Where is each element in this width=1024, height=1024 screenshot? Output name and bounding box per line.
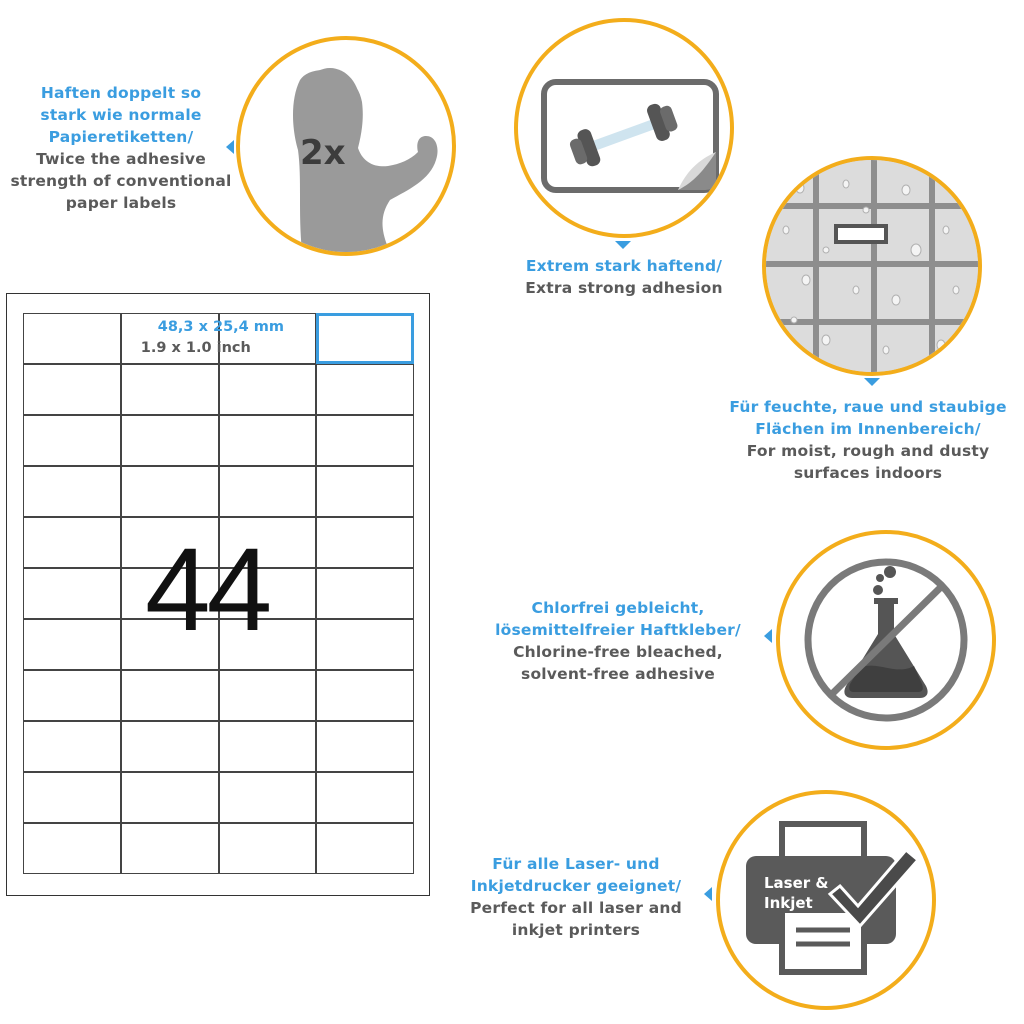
strength-de-line-1: Haften doppelt so — [40, 84, 202, 102]
printers-pointer — [704, 887, 712, 901]
strength-en-line-1: Twice the adhesive — [36, 150, 206, 168]
label-cell — [23, 670, 121, 721]
strength-circle — [236, 36, 456, 256]
separator: / — [187, 128, 194, 146]
label-cell — [219, 415, 317, 466]
label-cell — [121, 670, 219, 721]
strong-arm-icon — [240, 40, 452, 252]
printers-de-line-2: Inkjetdrucker geeignet — [470, 877, 676, 895]
label-cell — [121, 415, 219, 466]
label-size-mm: 48,3 x 25,4 mm — [157, 319, 285, 335]
label-cell — [23, 313, 121, 364]
printers-en-line-2: inkjet printers — [511, 921, 641, 939]
label-count: 44 — [145, 524, 269, 656]
surfaces-de-line-2: Flächen im Innenbereich — [755, 420, 975, 438]
label-cell — [23, 823, 121, 874]
chlorine-en-line-1: Chlorine-free bleached, — [513, 643, 723, 661]
printers-en-line-1: Perfect for all laser and — [470, 899, 682, 917]
adhesion-pointer — [615, 241, 631, 249]
adhesion-en-line-1: Extra strong adhesion — [525, 279, 723, 297]
label-size-inch: 1.9 x 1.0 inch — [140, 340, 251, 356]
label-cell — [316, 619, 414, 670]
printer-check-icon — [720, 794, 932, 1006]
chlorine-en-line-2: solvent-free adhesive — [521, 665, 715, 683]
separator: / — [716, 257, 723, 275]
label-cell — [219, 670, 317, 721]
strength-en-line-2: strength of conventional — [10, 172, 232, 190]
printers-de-line-1: Für alle Laser- und — [492, 855, 660, 873]
surfaces-caption — [712, 396, 1024, 484]
label-cell — [23, 415, 121, 466]
label-cell — [23, 721, 121, 772]
label-cell — [23, 466, 121, 517]
chlorine-de-line-1: Chlorfrei gebleicht, — [531, 599, 705, 617]
wet-tiles-icon — [766, 160, 978, 372]
label-cell — [121, 364, 219, 415]
label-cell — [316, 364, 414, 415]
label-cell — [219, 364, 317, 415]
label-cell — [316, 721, 414, 772]
surfaces-pointer — [864, 378, 880, 386]
label-cell — [121, 772, 219, 823]
separator: / — [735, 621, 741, 639]
highlighted-label-cell — [316, 313, 414, 364]
label-cell — [121, 721, 219, 772]
adhesion-de-line-1: Extrem stark haftend — [525, 257, 717, 275]
chlorine-de-line-2: lösemittelfreier Haftkleber — [495, 621, 736, 639]
separator: / — [675, 877, 682, 895]
adhesion-circle — [514, 18, 734, 238]
label-cell — [219, 823, 317, 874]
label-cell — [316, 823, 414, 874]
printers-caption — [446, 853, 706, 941]
label-cell — [23, 517, 121, 568]
strength-de-line-2: stark wie normale — [40, 106, 202, 124]
label-cell — [219, 772, 317, 823]
surfaces-circle — [762, 156, 982, 376]
strength-caption — [0, 82, 242, 214]
label-cell — [23, 772, 121, 823]
printers-icon-text-2: Inkjet — [764, 894, 813, 912]
label-cell — [316, 772, 414, 823]
strength-icon-text: 2x — [300, 133, 346, 173]
label-cell — [219, 466, 317, 517]
label-cell — [23, 619, 121, 670]
label-cell — [316, 670, 414, 721]
chlorine-pointer — [764, 629, 772, 643]
strength-en-line-3: paper labels — [65, 194, 177, 212]
label-cell — [316, 415, 414, 466]
no-chemicals-icon — [780, 534, 992, 746]
surfaces-en-line-2: surfaces indoors — [793, 464, 943, 482]
surfaces-de-line-1: Für feuchte, raue und staubige — [729, 398, 1007, 416]
adhesion-caption — [494, 255, 754, 299]
label-sheet — [6, 293, 430, 896]
strength-pointer — [226, 140, 234, 154]
label-cell — [219, 721, 317, 772]
strength-de-line-3: Papieretiketten — [48, 128, 188, 146]
printers-icon-text-1: Laser & — [764, 874, 829, 892]
label-cell — [23, 364, 121, 415]
chlorine-circle — [776, 530, 996, 750]
dumbbell-label-icon — [518, 22, 730, 234]
surfaces-en-line-1: For moist, rough and dusty — [746, 442, 990, 460]
label-cell — [23, 568, 121, 619]
printers-circle — [716, 790, 936, 1010]
separator: / — [974, 420, 981, 438]
chlorine-caption — [470, 597, 766, 685]
label-cell — [316, 568, 414, 619]
label-cell — [121, 466, 219, 517]
label-cell — [316, 517, 414, 568]
label-cell — [316, 466, 414, 517]
label-cell — [121, 823, 219, 874]
